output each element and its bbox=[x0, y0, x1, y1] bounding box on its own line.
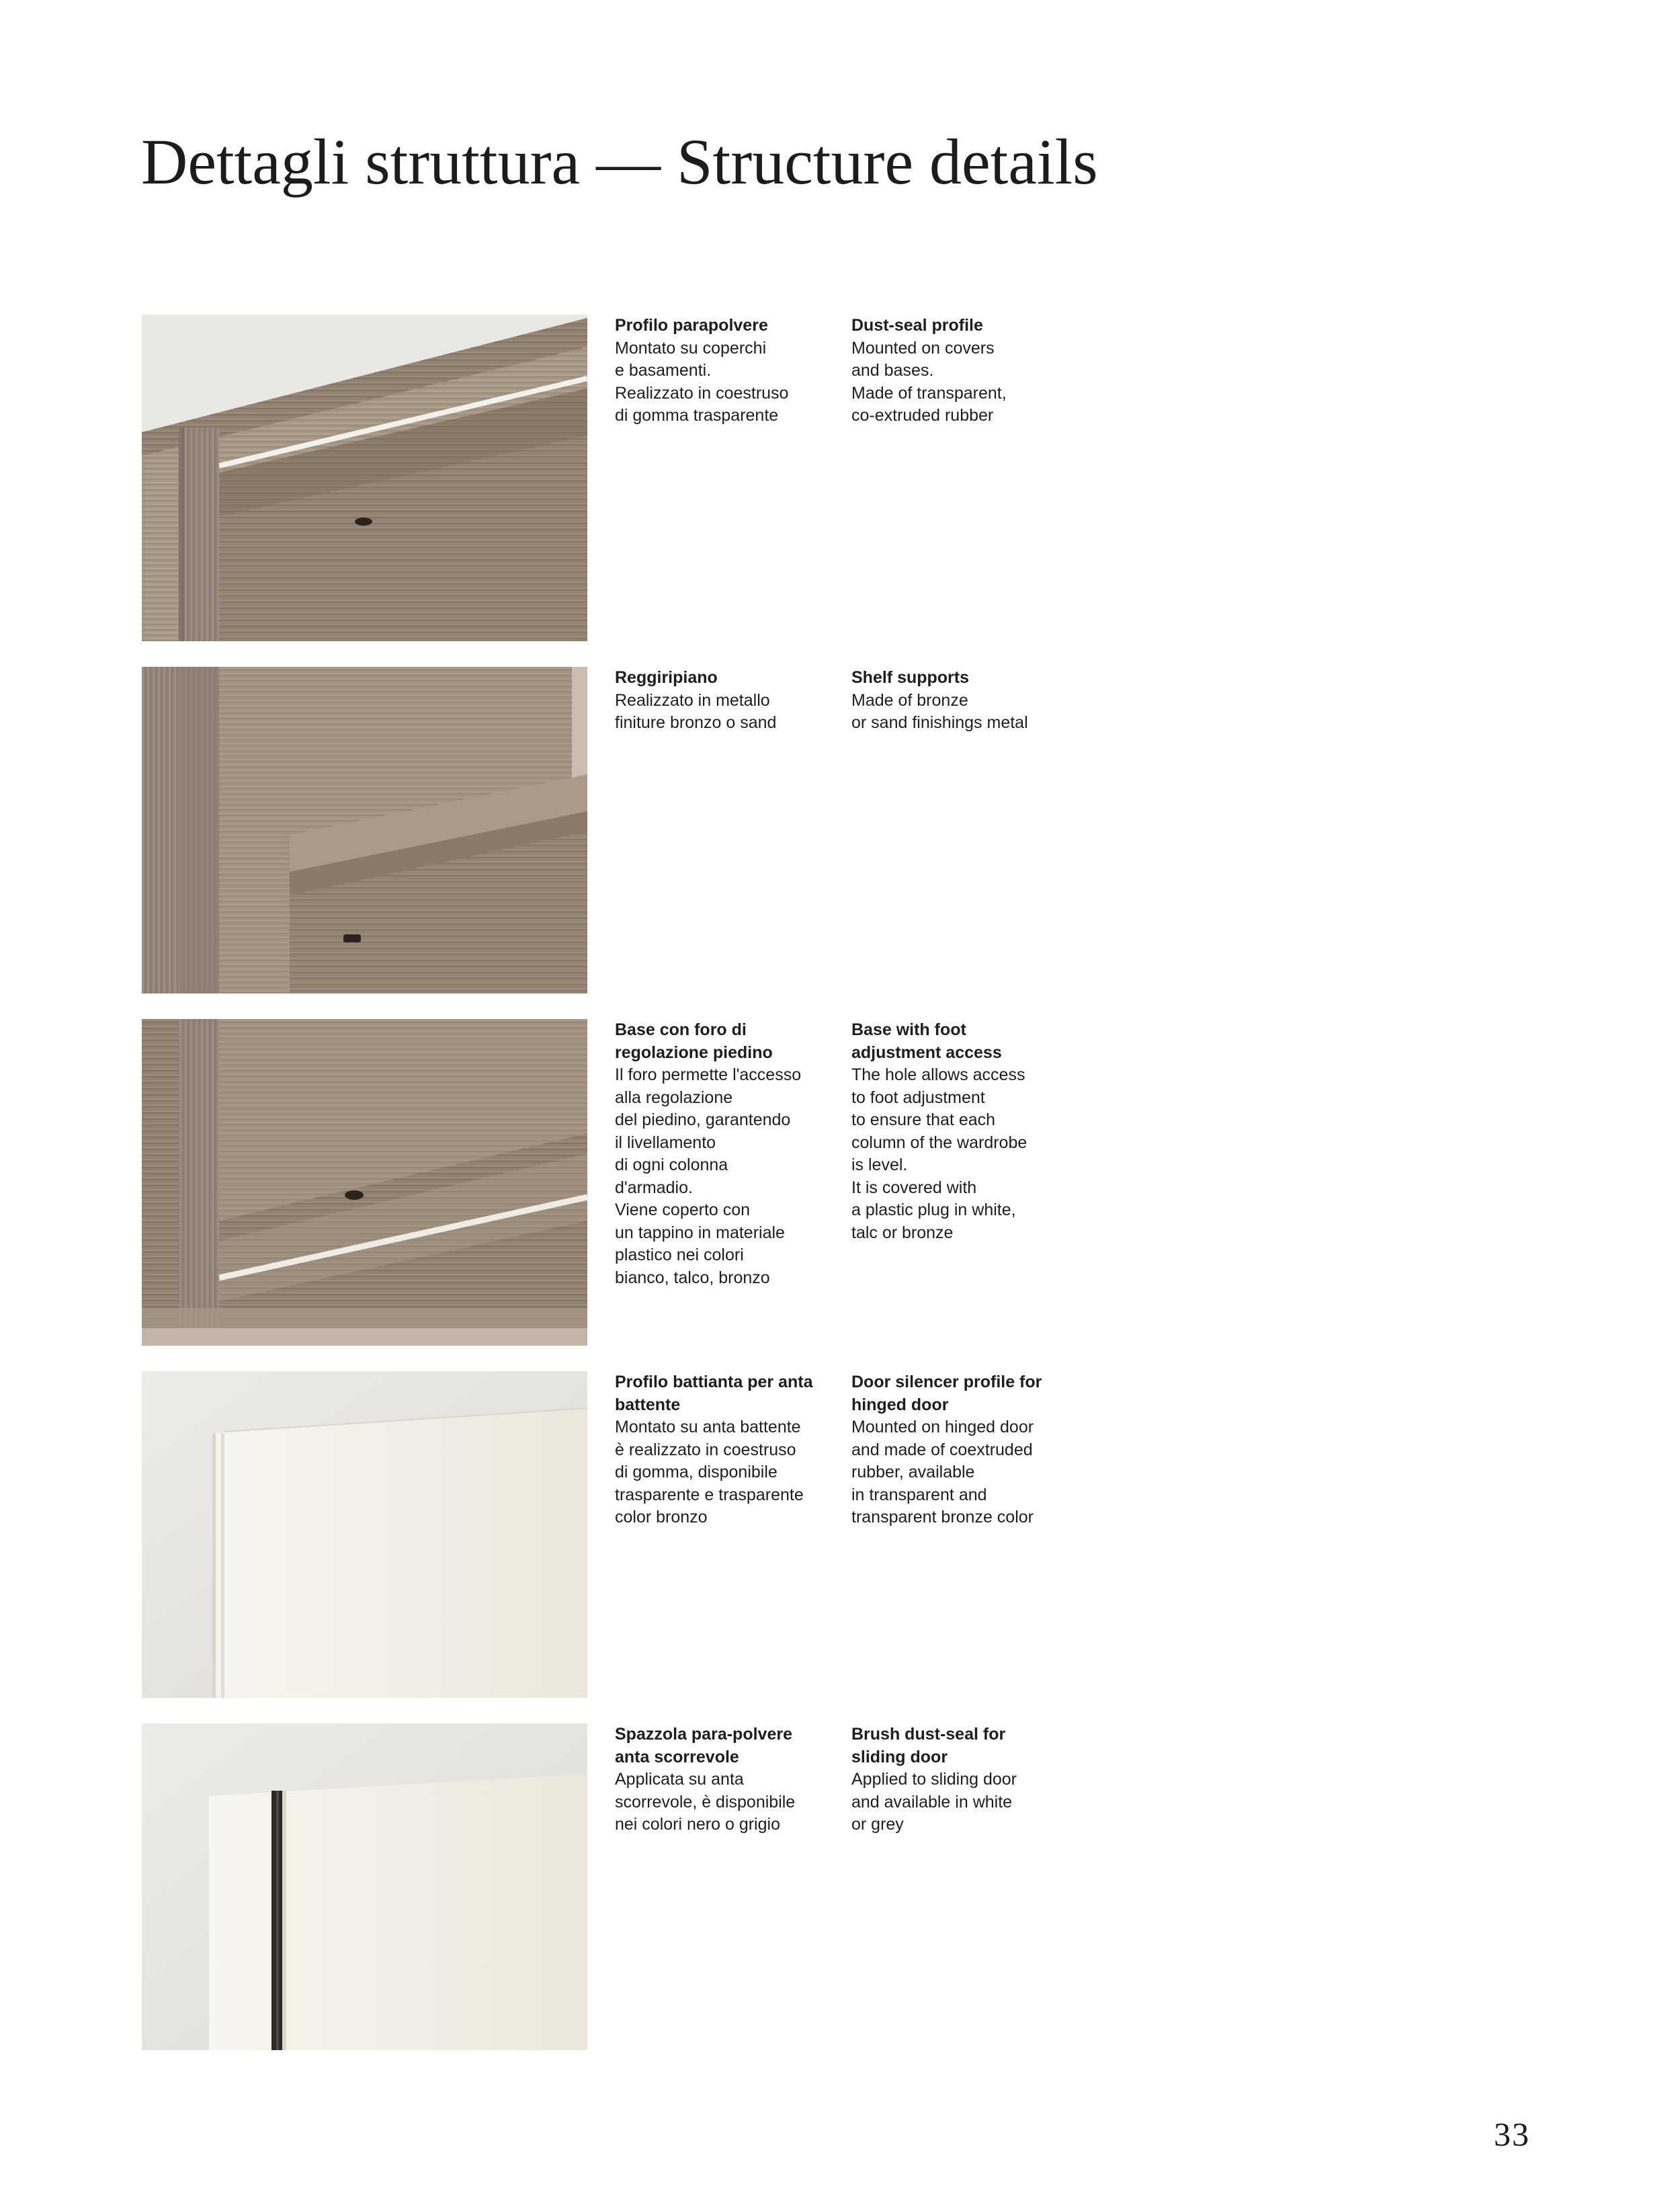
dust-seal-profile-photo bbox=[142, 315, 587, 641]
dust-seal-profile-italian bbox=[615, 315, 843, 428]
english-body: Mounted on covers and bases. Made of transparent, co-extruded rubber bbox=[851, 338, 1007, 425]
italian-heading: Profilo battianta per anta battente bbox=[615, 1373, 813, 1414]
english-heading: Dust-seal profile bbox=[851, 316, 983, 335]
shelf-supports-italian bbox=[615, 667, 843, 735]
italian-body: Il foro permette l'accesso alla regolazione del piedino, garantendo il livellamento di ogni colonna d'armadio. Viene coperto con un tappino in materiale plastico nei colori bianco, talco, bronzo bbox=[615, 1065, 802, 1287]
english-body: Mounted on hinged door and made of coextruded rubber, available in transparent and transparent bronze color bbox=[851, 1418, 1034, 1527]
shelf-supports-english bbox=[851, 667, 1080, 735]
shelf-supports-photo bbox=[142, 667, 587, 993]
english-heading: Base with foot adjustment access bbox=[851, 1020, 1002, 1062]
italian-heading: Spazzola para-polvere anta scorrevole bbox=[615, 1725, 792, 1766]
base-foot-adjustment-italian bbox=[615, 1019, 843, 1289]
italian-heading: Base con foro di regolazione piedino bbox=[615, 1020, 773, 1062]
detail-row-door-silencer-profile bbox=[0, 1371, 1680, 1698]
brush-dust-seal-italian bbox=[615, 1723, 843, 1836]
door-silencer-profile-english bbox=[851, 1371, 1080, 1529]
brush-dust-seal-english bbox=[851, 1723, 1080, 1836]
english-body: Applied to sliding door and available in white or grey bbox=[851, 1770, 1017, 1834]
door-silencer-profile-photo bbox=[142, 1371, 587, 1698]
english-heading: Brush dust-seal for sliding door bbox=[851, 1725, 1006, 1766]
dust-seal-profile-english bbox=[851, 315, 1080, 428]
italian-heading: Profilo parapolvere bbox=[615, 316, 768, 335]
detail-row-brush-dust-seal bbox=[0, 1723, 1680, 2050]
brush-dust-seal-photo bbox=[142, 1723, 587, 2050]
english-heading: Shelf supports bbox=[851, 668, 970, 687]
detail-row-dust-seal-profile bbox=[0, 315, 1680, 641]
base-foot-adjustment-english bbox=[851, 1019, 1080, 1244]
base-foot-adjustment-photo bbox=[142, 1019, 587, 1346]
page-number: 33 bbox=[1494, 2115, 1530, 2153]
italian-body: Realizzato in metallo finiture bronzo o sand bbox=[615, 690, 777, 732]
italian-heading: Reggiripiano bbox=[615, 668, 718, 687]
english-heading: Door silencer profile for hinged door bbox=[851, 1373, 1042, 1414]
english-body: Made of bronze or sand finishings metal bbox=[851, 690, 1028, 732]
italian-body: Montato su anta battente è realizzato in coestruso di gomma, disponibile trasparente e trasparente color bronzo bbox=[615, 1418, 804, 1527]
page-title: Dettagli struttura — Structure details bbox=[141, 126, 1098, 198]
door-silencer-profile-italian bbox=[615, 1371, 843, 1529]
italian-body: Montato su coperchi e basamenti. Realizzato in coestruso di gomma trasparente bbox=[615, 338, 789, 425]
italian-body: Applicata su anta scorrevole, è disponibile nei colori nero o grigio bbox=[615, 1770, 796, 1834]
detail-row-base-foot-adjustment bbox=[0, 1019, 1680, 1346]
english-body: The hole allows access to foot adjustment to ensure that each column of the wardrobe is level. It is covered with a plastic plug in white, talc or bronze bbox=[851, 1065, 1027, 1242]
detail-row-shelf-supports bbox=[0, 667, 1680, 993]
